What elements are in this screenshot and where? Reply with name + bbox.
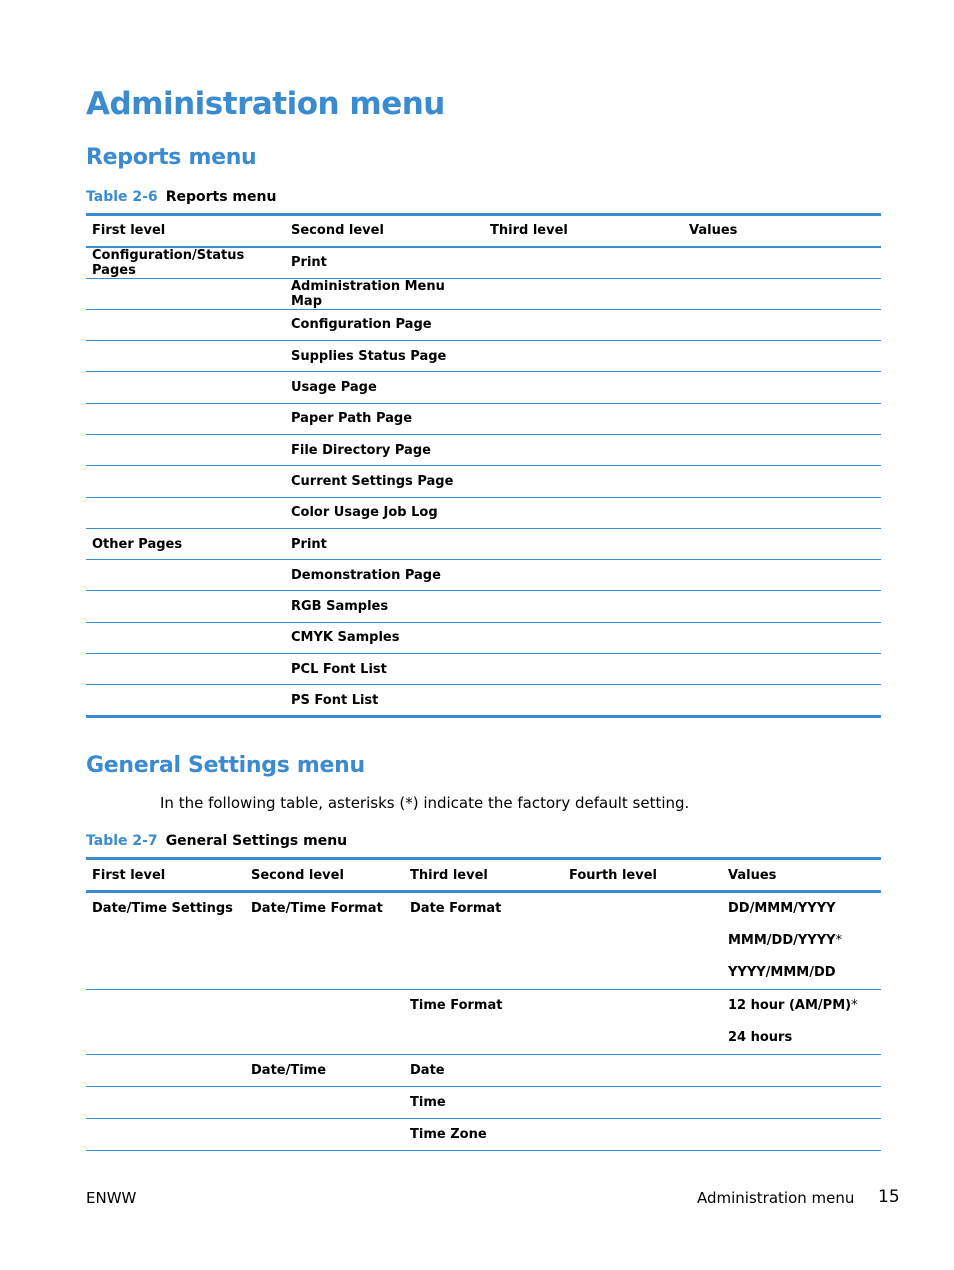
table-cell — [563, 1087, 722, 1119]
table-title: Reports menu — [165, 189, 277, 205]
table-cell — [484, 685, 683, 716]
table-cell — [245, 1119, 404, 1151]
intro-paragraph: In the following table, asterisks (*) indicate the factory default setting. — [160, 794, 690, 812]
default-asterisk: * — [835, 933, 843, 948]
general-settings-table — [86, 857, 881, 1151]
table-cell: Configuration/Status Pages — [92, 247, 245, 278]
table-cell — [563, 990, 722, 1055]
table-cell: PCL Font List — [285, 654, 484, 685]
table-cell — [683, 278, 881, 309]
table-row — [86, 403, 881, 434]
table-number: Table 2-7 — [86, 833, 158, 849]
table-cell — [484, 309, 683, 340]
table-cell — [86, 466, 285, 497]
value-option — [728, 965, 875, 981]
table-cell — [86, 278, 285, 309]
values-cell — [722, 1087, 881, 1119]
table-cell: CMYK Samples — [285, 622, 484, 653]
table-row — [86, 560, 881, 591]
footer-page-number: 15 — [878, 1187, 900, 1207]
column-header: Second level — [245, 859, 404, 892]
value-text: 12 hour (AM/PM) — [728, 998, 852, 1013]
table-cell: Date Format — [410, 901, 502, 916]
table-cell — [86, 990, 245, 1055]
general-table-body — [86, 892, 881, 1151]
table-cell — [484, 466, 683, 497]
table-cell — [86, 591, 285, 622]
table-cell — [683, 685, 881, 716]
value-text: MMM/DD/YYYY — [728, 933, 836, 948]
table-cell — [484, 372, 683, 403]
table-cell — [683, 403, 881, 434]
table-cell — [86, 560, 285, 591]
table-cell — [86, 497, 285, 528]
table-cell — [683, 528, 881, 559]
default-asterisk: * — [851, 998, 858, 1013]
value-text: 24 hours — [728, 1030, 793, 1045]
value-option — [728, 901, 875, 933]
table-cell — [683, 341, 881, 372]
table-cell: Date/Time Format — [251, 901, 383, 916]
column-header: Fourth level — [563, 859, 722, 892]
general-settings-heading: General Settings menu — [86, 753, 365, 778]
table-row — [86, 654, 881, 685]
table-row — [86, 1055, 881, 1087]
table-cell — [484, 341, 683, 372]
table-cell — [484, 278, 683, 309]
table-cell — [86, 309, 285, 340]
value-option — [728, 998, 875, 1030]
value-option — [728, 933, 875, 965]
table-row — [86, 622, 881, 653]
table-cell — [245, 1087, 404, 1119]
table-cell: Time — [404, 1087, 563, 1119]
table-cell — [683, 497, 881, 528]
table-2-7-caption — [86, 833, 347, 849]
table-cell: Current Settings Page — [285, 466, 484, 497]
values-cell — [722, 1119, 881, 1151]
table-cell: Color Usage Job Log — [285, 497, 484, 528]
page-title: Administration menu — [86, 86, 445, 122]
footer-doc-code: ENWW — [86, 1189, 137, 1207]
table-row — [86, 990, 881, 1055]
table-cell: Other Pages — [86, 528, 285, 559]
table-header-row — [86, 859, 881, 892]
table-cell — [484, 591, 683, 622]
table-row — [86, 892, 881, 990]
column-header: Third level — [404, 859, 563, 892]
table-cell — [86, 685, 285, 716]
table-cell: Usage Page — [285, 372, 484, 403]
table-row — [86, 1119, 881, 1151]
table-title: General Settings menu — [165, 833, 348, 849]
value-text: YYYY/MMM/DD — [728, 965, 836, 980]
table-cell — [86, 654, 285, 685]
table-number: Table 2-6 — [86, 189, 158, 205]
column-header: Second level — [285, 215, 484, 247]
table-row — [86, 341, 881, 372]
table-cell — [683, 654, 881, 685]
table-cell: Configuration Page — [285, 309, 484, 340]
table-row — [86, 434, 881, 465]
value-text: DD/MMM/YYYY — [728, 901, 836, 916]
table-cell — [683, 372, 881, 403]
table-cell — [563, 892, 722, 990]
column-header: Values — [722, 859, 881, 892]
table-cell: PS Font List — [285, 685, 484, 716]
table-cell: Date — [404, 1055, 563, 1087]
table-cell — [484, 528, 683, 559]
table-cell — [683, 247, 881, 279]
table-cell — [86, 1055, 245, 1087]
value-option — [728, 1030, 875, 1046]
table-cell: File Directory Page — [285, 434, 484, 465]
table-row — [86, 247, 881, 279]
table-row — [86, 466, 881, 497]
table-cell: Date/Time Settings — [92, 901, 233, 916]
table-row — [86, 1087, 881, 1119]
table-cell — [484, 560, 683, 591]
column-header: First level — [86, 215, 285, 247]
values-cell — [722, 990, 881, 1055]
table-row — [86, 497, 881, 528]
table-cell — [484, 403, 683, 434]
table-row — [86, 278, 881, 309]
table-cell — [86, 1119, 245, 1151]
table-cell — [86, 341, 285, 372]
table-cell — [683, 466, 881, 497]
table-cell: Time Format — [404, 990, 563, 1055]
table-cell — [683, 434, 881, 465]
table-cell — [86, 434, 285, 465]
table-row — [86, 309, 881, 340]
table-cell: Supplies Status Page — [285, 341, 484, 372]
table-cell — [563, 1119, 722, 1151]
table-cell — [484, 654, 683, 685]
table-row — [86, 372, 881, 403]
table-cell — [683, 309, 881, 340]
table-cell: Demonstration Page — [285, 560, 484, 591]
table-cell — [484, 434, 683, 465]
table-row — [86, 528, 881, 559]
table-cell: Time Zone — [404, 1119, 563, 1151]
table-cell — [86, 1087, 245, 1119]
table-cell — [245, 990, 404, 1055]
table-cell — [86, 403, 285, 434]
table-cell: Administration Menu Map — [285, 278, 484, 309]
table-cell: Date/Time — [245, 1055, 404, 1087]
table-row — [86, 591, 881, 622]
table-header-row — [86, 215, 881, 247]
values-cell — [722, 1055, 881, 1087]
table-cell — [86, 372, 285, 403]
table-cell — [683, 591, 881, 622]
table-cell — [683, 622, 881, 653]
table-cell — [484, 497, 683, 528]
reports-table-body — [86, 247, 881, 717]
table-cell — [563, 1055, 722, 1087]
footer-section-name: Administration menu — [697, 1189, 855, 1207]
table-cell — [683, 560, 881, 591]
table-cell: RGB Samples — [285, 591, 484, 622]
table-cell: Print — [285, 528, 484, 559]
table-cell — [86, 622, 285, 653]
table-cell: Print — [291, 255, 327, 270]
column-header: First level — [86, 859, 245, 892]
values-cell — [722, 892, 881, 990]
reports-menu-table — [86, 213, 881, 718]
table-row — [86, 685, 881, 716]
table-cell: Paper Path Page — [285, 403, 484, 434]
table-cell — [484, 247, 683, 279]
table-cell — [484, 622, 683, 653]
column-header: Third level — [484, 215, 683, 247]
table-2-6-caption — [86, 189, 276, 205]
reports-menu-heading: Reports menu — [86, 145, 257, 170]
column-header: Values — [683, 215, 881, 247]
